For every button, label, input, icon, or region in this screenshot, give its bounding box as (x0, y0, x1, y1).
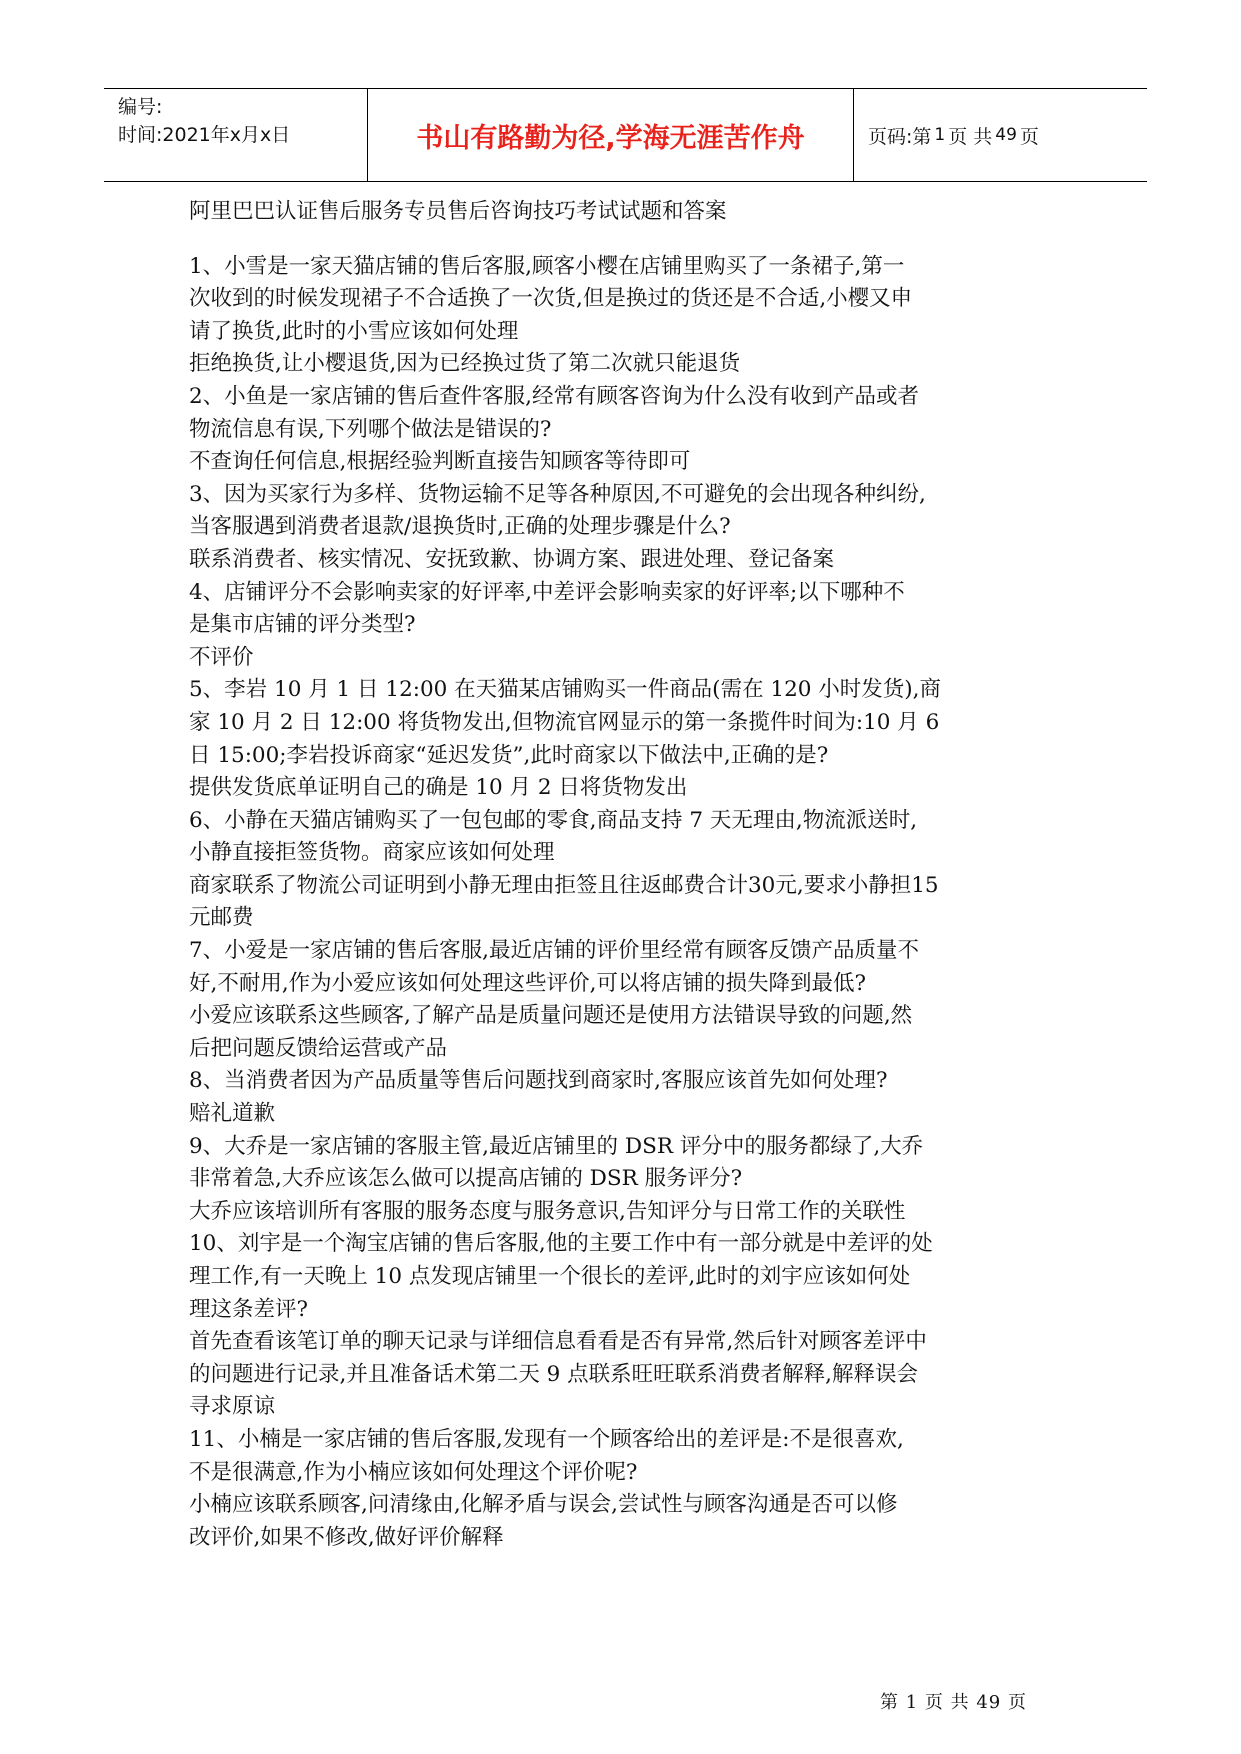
text-line: 联系消费者、核实情况、安抚致歉、协调方案、跟进处理、登记备案 (189, 546, 835, 572)
text-line: 拒绝换货,让小樱退货,因为已经换过货了第二次就只能退货 (189, 351, 741, 377)
text-line: 2、小鱼是一家店铺的售后查件客服,经常有顾客咨询为什么没有收到产品或者 (189, 383, 920, 409)
text-line: 1、小雪是一家天猫店铺的售后客服,顾客小樱在店铺里购买了一条裙子,第一 (189, 253, 905, 279)
text-line: 好,不耐用,作为小爱应该如何处理这些评价,可以将店铺的损失降到最低? (189, 970, 867, 996)
text-line: 大乔应该培训所有客服的服务态度与服务意识,告知评分与日常工作的关联性 (189, 1198, 906, 1224)
text-line: 赔礼道歉 (189, 1101, 276, 1127)
text-line: 不是很满意,作为小楠应该如何处理这个评价呢? (189, 1459, 638, 1485)
motto-text: 书山有路勤为径,学海无涯苦作舟 (416, 122, 805, 154)
page-label: 页码:第 (868, 125, 932, 148)
text-line: 后把问题反馈给运营或产品 (189, 1035, 448, 1061)
text-line: 5、李岩 10 月 1 日 12:00 在天猫某店铺购买一件商品(需在 120 小时发货),商 (189, 677, 941, 703)
text-line: 小静直接拒签货物。商家应该如何处理 (189, 840, 555, 866)
text-line: 是集市店铺的评分类型? (189, 612, 416, 638)
header-motto-cell (368, 89, 854, 181)
text-line: 日 15:00;李岩投诉商家“延迟发货”,此时商家以下做法中,正确的是? (189, 742, 829, 768)
text-line: 6、小静在天猫店铺购买了一包包邮的零食,商品支持 7 天无理由,物流派送时, (189, 807, 918, 833)
text-line: 理这条差评? (189, 1296, 309, 1322)
text-line: 寻求原谅 (189, 1394, 276, 1420)
text-line: 不查询任何信息,根据经验判断直接告知顾客等待即可 (189, 449, 691, 475)
page-footer: 第 1 页 共 49 页 (880, 1692, 1027, 1713)
document-body (189, 196, 1069, 1554)
text-line: 理工作,有一天晚上 10 点发现店铺里一个很长的差评,此时的刘宇应该如何处 (189, 1264, 911, 1289)
text-line: 小楠应该联系顾客,问清缘由,化解矛盾与误会,尝试性与顾客沟通是否可以修 (189, 1492, 898, 1518)
header-info-cell (104, 89, 368, 181)
text-line: 11、小楠是一家店铺的售后客服,发现有一个顾客给出的差评是:不是很喜欢, (189, 1426, 904, 1452)
text-line: 次收到的时候发现裙子不合适换了一次货,但是换过的货还是不合适,小樱又申 (189, 286, 913, 312)
text-line: 非常着急,大乔应该怎么做可以提高店铺的 DSR 服务评分? (189, 1166, 743, 1192)
text-line: 8、当消费者因为产品质量等售后问题找到商家时,客服应该首先如何处理? (189, 1068, 888, 1094)
text-line: 改评价,如果不修改,做好评价解释 (189, 1524, 504, 1550)
text-line: 提供发货底单证明自己的确是 10 月 2 日将货物发出 (189, 775, 688, 801)
question-list (189, 251, 1069, 1555)
text-line: 4、店铺评分不会影响卖家的好评率,中差评会影响卖家的好评率;以下哪种不 (189, 579, 905, 605)
text-line: 商家联系了物流公司证明到小静无理由拒签且往返邮费合计30元,要求小静担15 (189, 872, 939, 898)
text-line: 的问题进行记录,并且准备话术第二天 9 点联系旺旺联系消费者解释,解释误会 (189, 1361, 919, 1387)
time-label: 时间:2021年x月x日 (118, 124, 291, 146)
header-page-cell (854, 89, 1147, 181)
text-line: 首先查看该笔订单的聊天记录与详细信息看看是否有异常,然后针对顾客差评中 (189, 1329, 927, 1355)
page-mid: 页 共 (948, 125, 993, 148)
text-line: 元邮费 (189, 905, 254, 931)
text-line: 3、因为买家行为多样、货物运输不足等各种原因,不可避免的会出现各种纠纷, (189, 481, 926, 507)
text-line: 7、小爱是一家店铺的售后客服,最近店铺的评价里经常有顾客反馈产品质量不 (189, 938, 920, 964)
text-line: 小爱应该联系这些顾客,了解产品是质量问题还是使用方法错误导致的问题,然 (189, 1003, 913, 1029)
number-label: 编号: (118, 96, 163, 118)
page-number: 1 (934, 125, 946, 145)
text-line: 10、刘宇是一个淘宝店铺的售后客服,他的主要工作中有一部分就是中差评的处 (189, 1231, 933, 1257)
text-line: 请了换货,此时的小雪应该如何处理 (189, 318, 519, 344)
page-header (104, 88, 1147, 182)
page-end: 页 (1019, 125, 1039, 148)
document-title: 阿里巴巴认证售后服务专员售后咨询技巧考试试题和答案 (189, 199, 727, 224)
text-line: 当客服遇到消费者退款/退换货时,正确的处理步骤是什么? (189, 514, 731, 540)
page-total: 49 (995, 125, 1017, 145)
text-line: 家 10 月 2 日 12:00 将货物发出,但物流官网显示的第一条揽件时间为:10 月 6 (189, 709, 940, 735)
text-line: 物流信息有误,下列哪个做法是错误的? (189, 416, 552, 442)
text-line: 不评价 (189, 644, 254, 670)
text-line: 9、大乔是一家店铺的客服主管,最近店铺里的 DSR 评分中的服务都绿了,大乔 (189, 1133, 924, 1159)
